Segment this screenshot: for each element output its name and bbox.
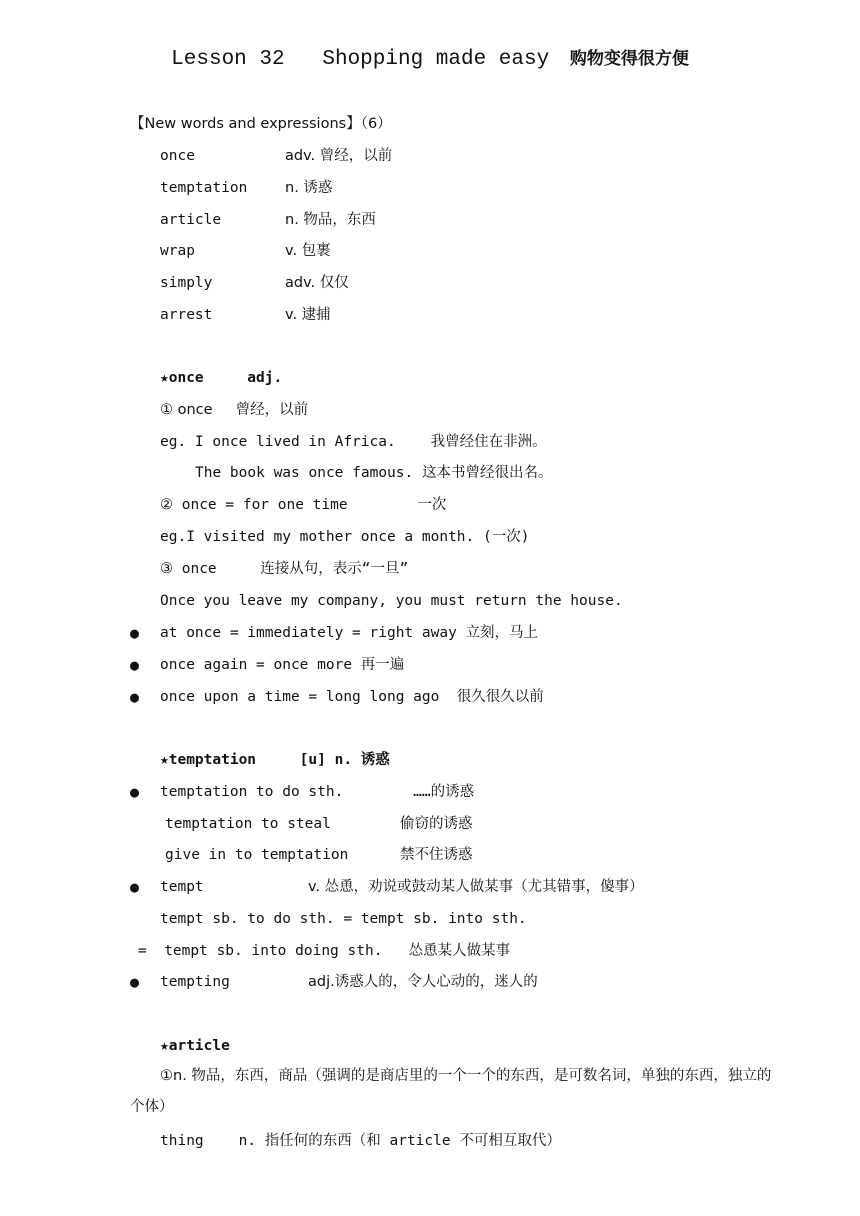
vocab-row (0, 209, 860, 231)
phrase-cn: 偷窃的诱惑 (400, 816, 473, 832)
bullet-icon: ● (130, 656, 140, 674)
bullet-icon: ● (130, 783, 140, 801)
vocab-word: wrap (160, 243, 195, 259)
vocab-def: v. 包裹 (285, 243, 331, 259)
bullet-item (0, 876, 860, 898)
bullet-item (0, 781, 860, 803)
bullet-text: at once = immediately = right away 立刻，马上 (160, 625, 539, 641)
bullet-text: temptation to do sth. ……的诱惑 (160, 784, 475, 800)
once-example-1: eg. I once lived in Africa. 我曾经住在非洲。 (160, 434, 547, 450)
vocab-def: v. 逮捕 (285, 307, 331, 323)
article-thing-note: thing n. 指任何的东西（和 article 不可相互取代） (160, 1133, 561, 1149)
temptation-heading: ★temptation [u] n. 诱惑 (160, 752, 390, 768)
vocab-row (0, 272, 860, 294)
page-title (0, 44, 860, 71)
vocab-row (0, 304, 860, 326)
vocab-word: simply (160, 275, 213, 291)
phrase-cn: 禁不住诱惑 (400, 847, 473, 863)
tempt-pattern-2: = tempt sb. into doing sth. 怂恿某人做某事 (138, 943, 511, 959)
phrase-row (0, 844, 860, 866)
once-example-3: eg.I visited my mother once a month. (一次) (160, 529, 530, 545)
bullet-text: once again = once more 再一遍 (160, 657, 405, 673)
new-words-heading: 【New words and expressions】（6） (130, 116, 392, 132)
bullet-icon: ● (130, 688, 140, 706)
bullet-item (0, 654, 860, 676)
once-example-4: Once you leave my company, you must return the house. (160, 593, 623, 609)
article-meaning: ①n. 物品，东西，商品（强调的是商店里的一个一个的东西，是可数名词，单独的东西，独立的个体） (130, 1068, 772, 1115)
once-meaning-1: ① once 曾经，以前 (160, 402, 309, 418)
vocab-def: n. 诱惑 (285, 180, 333, 196)
bullet-icon: ● (130, 973, 140, 991)
vocab-row (0, 177, 860, 199)
vocab-word: article (160, 212, 222, 228)
bullet-def: v. 怂恿，劝说或鼓动某人做某事（尤其错事，傻事） (308, 879, 644, 895)
vocab-def: adv. 仅仅 (285, 275, 349, 291)
bullet-item (0, 622, 860, 644)
once-heading: ★once adj. (160, 370, 283, 386)
bullet-term: tempt (160, 879, 204, 895)
phrase-en: give in to temptation (165, 847, 349, 863)
bullet-item (0, 971, 860, 993)
bullet-term: tempting (160, 974, 230, 990)
vocab-word: temptation (160, 180, 248, 196)
vocab-def: adv. 曾经，以前 (285, 148, 393, 164)
bullet-def: adj.诱惑人的，令人心动的，迷人的 (308, 974, 538, 990)
title-chinese: 购物变得很方便 (569, 49, 689, 69)
vocab-row (0, 240, 860, 262)
once-example-2: The book was once famous. 这本书曾经很出名。 (195, 465, 553, 481)
article-heading: ★article (160, 1038, 230, 1054)
title-english: Lesson 32 Shopping made easy (171, 48, 550, 71)
bullet-item (0, 686, 860, 708)
vocab-word: arrest (160, 307, 213, 323)
vocab-row (0, 145, 860, 167)
bullet-icon: ● (130, 878, 140, 896)
phrase-row (0, 813, 860, 835)
once-meaning-2: ② once = for one time 一次 (160, 497, 447, 513)
vocab-def: n. 物品，东西 (285, 212, 376, 228)
bullet-icon: ● (130, 624, 140, 642)
phrase-en: temptation to steal (165, 816, 331, 832)
vocab-word: once (160, 148, 195, 164)
once-meaning-3: ③ once 连接从句，表示“一旦” (160, 561, 409, 577)
bullet-text: once upon a time = long long ago 很久很久以前 (160, 689, 544, 705)
tempt-pattern-1: tempt sb. to do sth. = tempt sb. into sth. (160, 911, 527, 927)
